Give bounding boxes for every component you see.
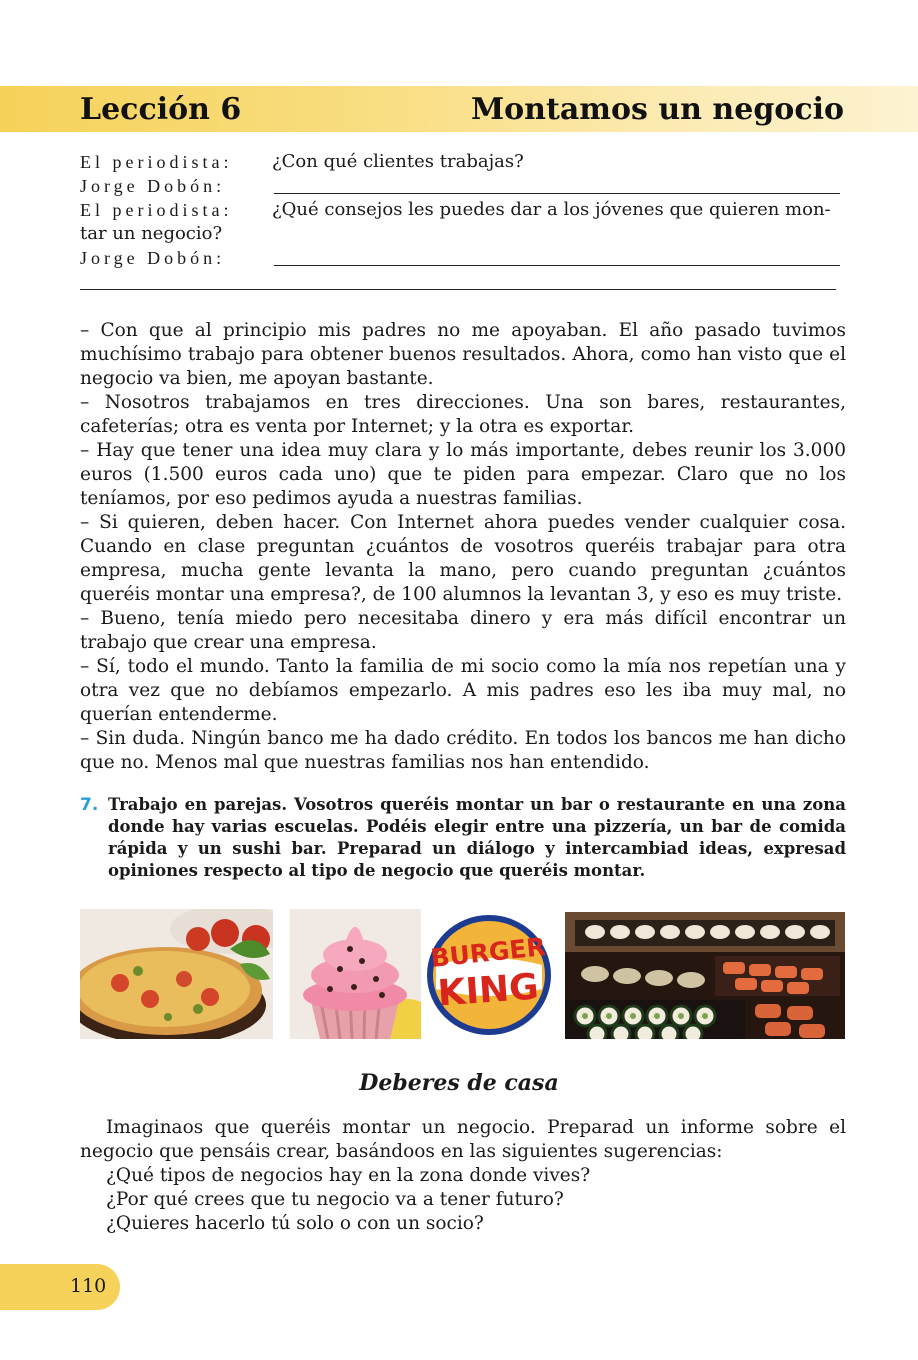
speaker-jorge: Jorge Dobón:: [80, 248, 226, 268]
exercise-7: [80, 794, 846, 882]
exercise-text: Trabajo en parejas. Vosotros queréis montar un bar o restaurante en una zona donde hay varias escuelas. Podéis elegir entre una pizzería, un bar de comida rápida y un sushi bar. Preparad un diálogo y intercambiad ideas, expresad opiniones respecto al tipo de negocio que queréis montar.: [108, 795, 846, 880]
answer-paragraph: – Nosotros trabajamos en tres direcciones. Una son bares, restaurantes, cafeterías; otra es venta por Internet; y la otra es exportar.: [80, 392, 846, 437]
page-number: 110: [70, 1275, 107, 1297]
homework-question: ¿Por qué crees que tu negocio va a tener futuro?: [106, 1189, 564, 1210]
dialog-line-3: [80, 198, 846, 222]
dialog-line-1: [80, 150, 846, 174]
dialog-line-5: [80, 246, 846, 270]
homework-section: [80, 1116, 846, 1236]
answer-paragraph: – Hay que tener una idea muy clara y lo más importante, debes reunir los 3.000 euros (1.500 euros cada uno) que te piden para empezar. Claro que no los teníamos, por eso pedimos ayuda a nuestras familias.: [80, 440, 846, 509]
answer-paragraph: – Si quieren, deben hacer. Con Internet ahora puedes vender cualquier cosa. Cuando en clase preguntan ¿cuántos de vosotros queréis trabajar para otra empresa, mucha gente levanta la mano, pero cuando preguntan ¿cuántos queréis montar una empresa?, de 100 alumnos la levantan 3, y eso es muy triste.: [80, 512, 846, 605]
speaker-journalist: El periodista:: [80, 152, 233, 172]
homework-question: ¿Quieres hacerlo tú solo o con un socio?: [106, 1213, 484, 1234]
homework-intro: Imaginaos que queréis montar un negocio. Preparad un informe sobre el negocio que pensáis crear, basándoos en las siguientes sugerencias:: [80, 1117, 846, 1162]
exercise-number: 7.: [80, 795, 99, 815]
burger-king-logo: [424, 909, 554, 1039]
answer-blank-2[interactable]: [274, 265, 840, 266]
answer-paragraph: – Sí, todo el mundo. Tanto la familia de mi socio como la mía nos repetían una y otra vez que no debíamos empezarlo. A mis padres eso les iba muy mal, no querían entenderme.: [80, 656, 846, 725]
interview-dialog: [80, 150, 846, 294]
question-1: ¿Con qué clientes trabajas?: [272, 151, 524, 172]
speaker-jorge: Jorge Dobón:: [80, 176, 226, 196]
pizza-image: [80, 909, 273, 1039]
lesson-number: Lección 6: [80, 92, 242, 127]
answer-paragraph: – Sin duda. Ningún banco me ha dado crédito. En todos los bancos me han dicho que no. Menos mal que nuestras familias nos han entendido.: [80, 728, 846, 773]
homework-title: Deberes de casa: [359, 1070, 559, 1096]
question-2-continued: tar un negocio?: [80, 223, 223, 244]
question-2: ¿Qué consejos les puedes dar a los jóvenes que quieren mon-: [272, 199, 831, 220]
homework-question: ¿Qué tipos de negocios hay en la zona donde vives?: [106, 1165, 591, 1186]
answer-list: [80, 319, 846, 775]
logo-word-burger: BURGER: [429, 932, 548, 974]
answer-blank-1[interactable]: [274, 193, 840, 194]
answer-blank-3[interactable]: [80, 270, 846, 294]
answer-paragraph: – Con que al principio mis padres no me apoyaban. El año pasado tuvimos muchísimo trabajo para obtener buenos resultados. Ahora, como han visto que el negocio va bien, me apoyan bastante.: [80, 320, 846, 389]
dialog-line-4: [80, 222, 846, 246]
lesson-title: Montamos un negocio: [470, 92, 844, 127]
dialog-line-2: [80, 174, 846, 198]
speaker-journalist: El periodista:: [80, 200, 233, 220]
answer-paragraph: – Bueno, tenía miedo pero necesitaba dinero y era más difícil encontrar un trabajo que crear una empresa.: [80, 608, 846, 653]
cupcake-image: [290, 909, 421, 1039]
logo-word-king: KING: [436, 966, 540, 1015]
sushi-image: [565, 912, 845, 1039]
